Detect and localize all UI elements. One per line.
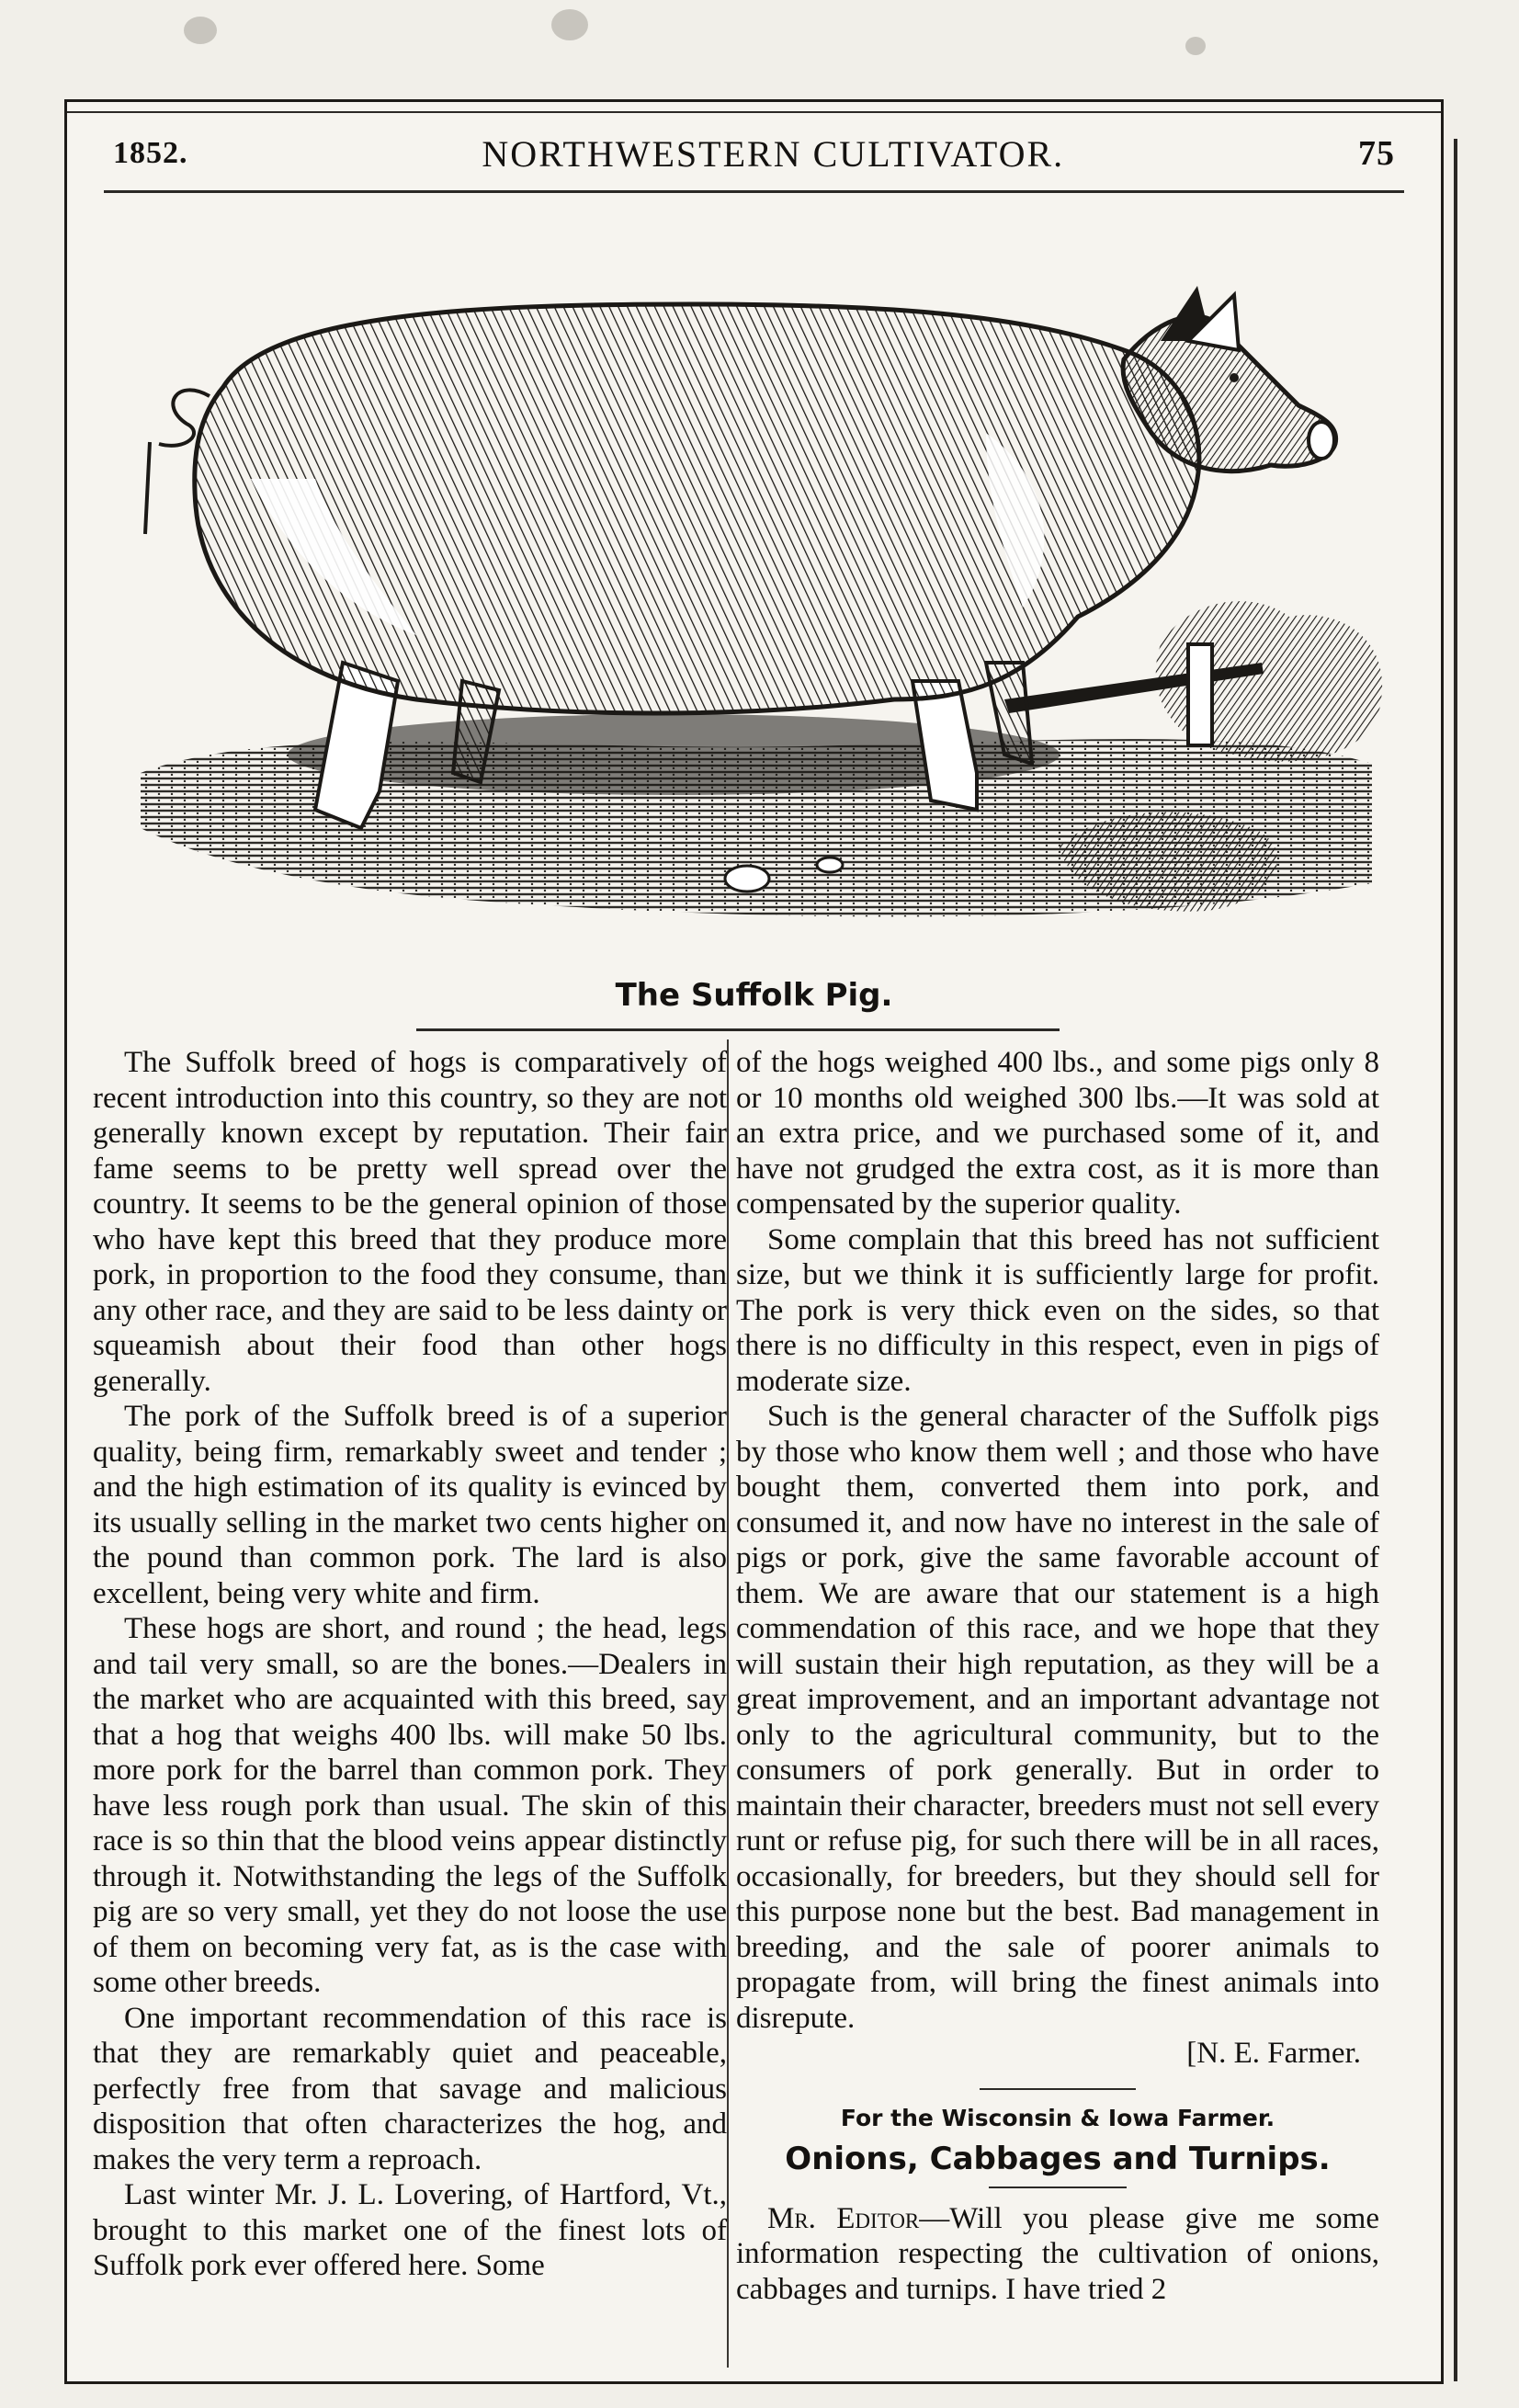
article-credit: For the Wisconsin & Iowa Farmer.	[840, 2104, 1275, 2131]
suffolk-pig-engraving	[104, 203, 1400, 975]
paragraph: These hogs are short, and round ; the head, legs and tail very small, so are the bones.—Dealers in the market who are acquainted with this breed, say that a hog that weighs 400 lbs. will make 50 lbs. more pork for the barrel than common pork. They have less rough pork than usual. The skin of this race is so thin that the blood veins appear distinctly through it. Notwithstanding the legs of the Suffolk pig are so very small, yet they do not loose the use of them on becoming very fat, as is the case with some other breeds.	[93, 1612, 727, 1999]
publication-title: NORTHWESTERN CULTIVATOR.	[482, 132, 1065, 175]
illustration-caption: The Suffolk Pig.	[615, 977, 893, 1014]
header-top-rule	[67, 111, 1441, 113]
source-signoff: [N. E. Farmer.	[1186, 2037, 1361, 2070]
running-head	[113, 117, 1395, 190]
salutation: Mr. Editor	[767, 2201, 920, 2235]
paragraph: Last winter Mr. J. L. Lovering, of Hartford, Vt., brought to this market one of the finest lots of Suffolk pork ever offered here. Some	[93, 2178, 727, 2282]
paragraph: The pork of the Suffolk breed is of a superior quality, being firm, remarkably sweet and tender ; and the high estimation of its quality is evinced by its usually selling in the market two cents higher on the pound than common pork. The lard is also excellent, being very white and firm.	[93, 1400, 727, 1610]
headline-rule	[989, 2187, 1127, 2188]
column-divider	[727, 1039, 729, 2368]
letter-body: —Will you please give me some information respecting the cultivation of onions, cabbages and turnips. I have tried 2	[736, 2201, 1379, 2306]
article-headline: Onions, Cabbages and Turnips.	[785, 2141, 1331, 2177]
page-number: 75	[1358, 134, 1395, 173]
paragraph: Some complain that this breed has not sufficient size, but we think it is sufficiently large for profit. The pork is very thick even on the sides, so that there is no difficulty in this respect, even in pigs of moderate size.	[736, 1222, 1379, 1398]
paragraph	[736, 2201, 1379, 2308]
header-bottom-rule	[104, 190, 1404, 193]
right-column	[736, 1045, 1379, 2307]
paragraph: The Suffolk breed of hogs is comparatively of recent introduction into this country, so they are not generally known except by reputation. Their fair fame seems to be pretty well spread over the country. It seems to be the general opinion of those who have kept this breed that they produce more pork, in proportion to the food they consume, than any other race, and they are said to be less dainty or squeamish about their food than other hogs generally.	[93, 1046, 727, 1398]
paragraph: Such is the general character of the Suffolk pigs by those who know them well ; and those who have bought them, converted them into pork, and consumed it, and now have no interest in the sale of pigs or pork, give the same favorable account of them. We are aware that our statement is a high commendation of this race, and we hope that they will sustain their high reputation, as they will be a great improvement, and an important advantage not only to the agricultural community, but to the consumers of pork generally. But in order to maintain their character, breeders must not sell every runt or refuse pig, for such there will be in all races, occasionally, for breeders, but they should sell for this purpose none but the best. Bad management in breeding, and the sale of poorer animals to propagate from, will bring the finest animals into disrepute.	[736, 1400, 1379, 2035]
article-separator	[980, 2088, 1136, 2090]
paragraph: of the hogs weighed 400 lbs., and some pigs only 8 or 10 months old weighed 300 lbs.—It was sold at an extra price, and we purchased some of it, and have not grudged the extra cost, as it is more than compensated by the superior quality.	[736, 1046, 1379, 1221]
caption-rule	[416, 1028, 1060, 1031]
year: 1852.	[113, 136, 188, 170]
left-column	[93, 1045, 727, 2284]
paragraph: One important recommendation of this race is that they are remarkably quiet and peaceable, perfectly free from that savage and malicious disposition that often characterizes the hog, and makes the very term a reproach.	[93, 2001, 727, 2176]
newspaper-page	[64, 99, 1444, 2384]
right-border-rule	[1454, 139, 1457, 2381]
